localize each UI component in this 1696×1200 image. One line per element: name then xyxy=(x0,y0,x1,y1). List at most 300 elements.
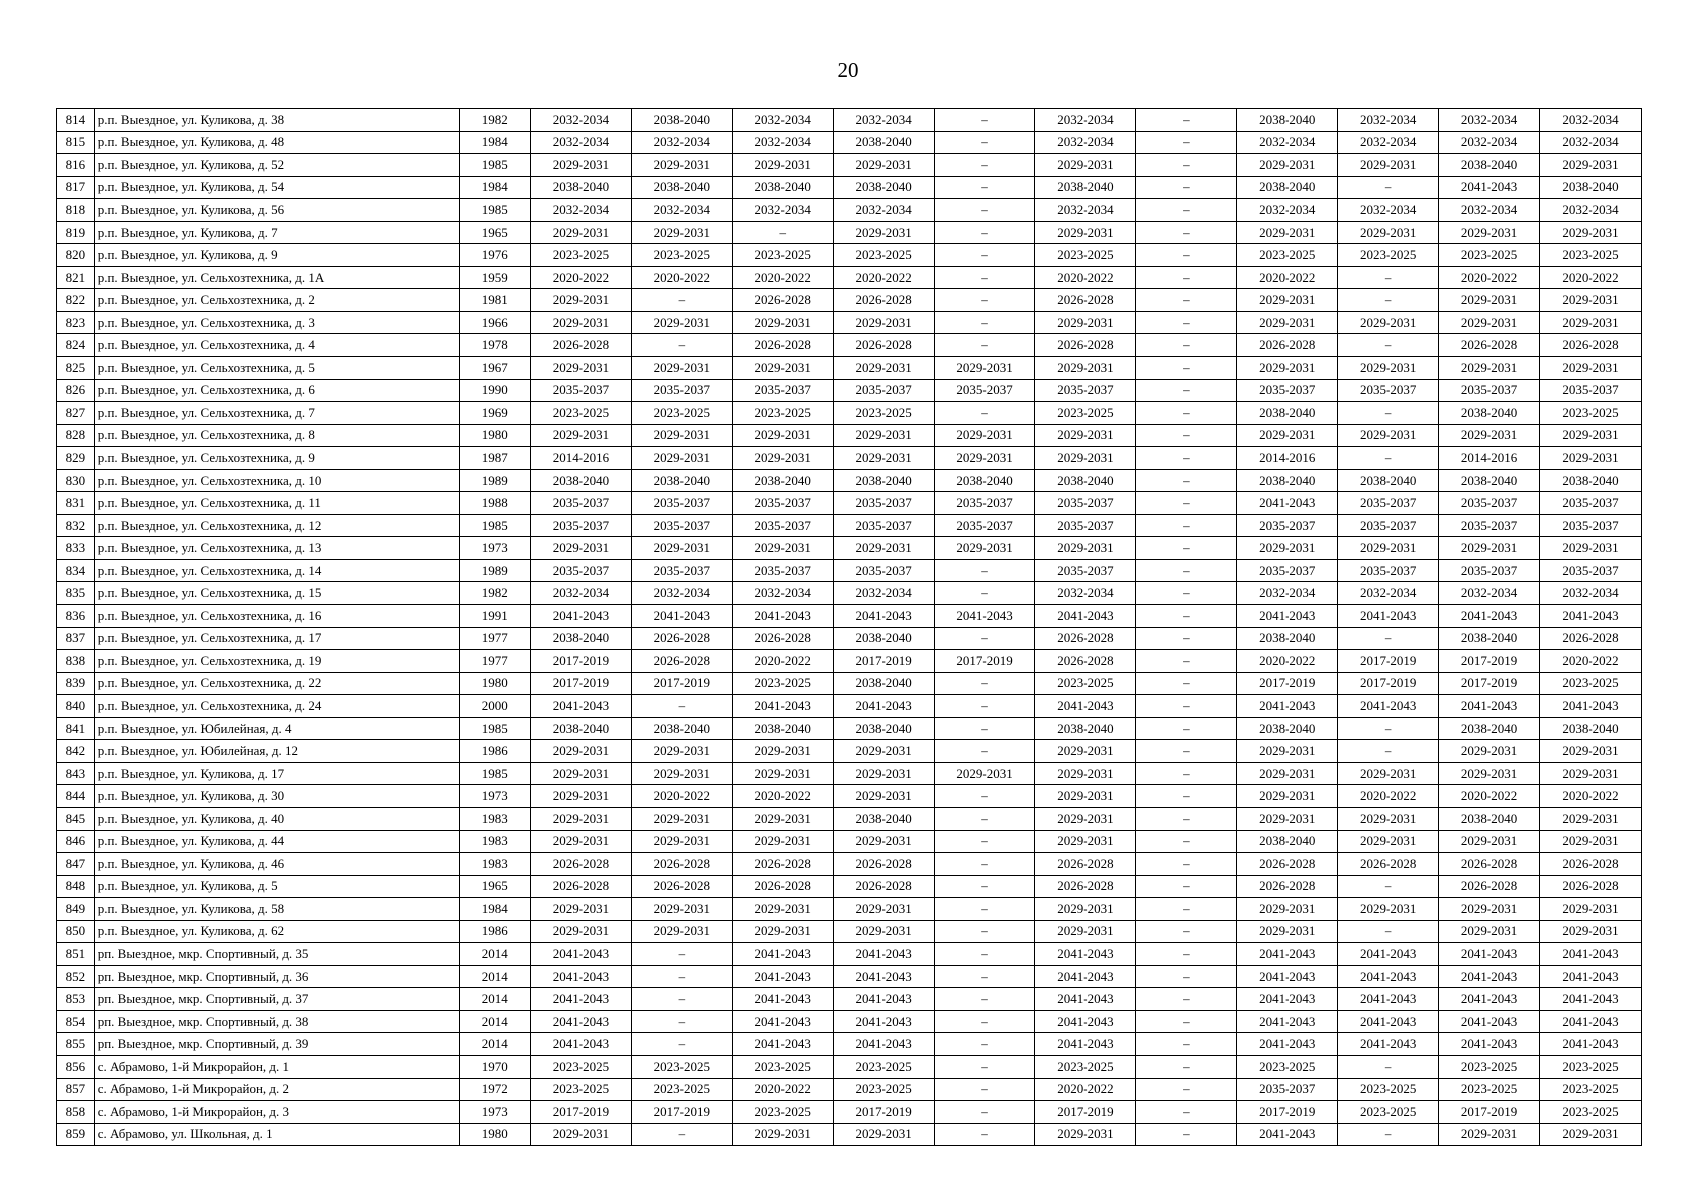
cell-period-col-11: 2023-2025 xyxy=(1540,1101,1642,1124)
cell-address: рп. Выездное, мкр. Спортивный, д. 35 xyxy=(94,943,459,966)
cell-address: р.п. Выездное, ул. Сельхозтехника, д. 22 xyxy=(94,672,459,695)
cell-period-col-8: 2017-2019 xyxy=(1237,672,1338,695)
cell-period-col-4: 2038-2040 xyxy=(833,131,934,154)
table-row xyxy=(57,920,1642,943)
cell-period-col-4: 2029-2031 xyxy=(833,311,934,334)
cell-period-col-4: 2029-2031 xyxy=(833,154,934,177)
cell-period-col-3: 2041-2043 xyxy=(732,605,833,628)
cell-period-col-1: 2035-2037 xyxy=(530,514,631,537)
cell-row-number: 841 xyxy=(57,717,95,740)
cell-address: р.п. Выездное, ул. Куликова, д. 54 xyxy=(94,176,459,199)
cell-period-col-6: 2035-2037 xyxy=(1035,492,1136,515)
cell-period-col-10: 2038-2040 xyxy=(1439,807,1540,830)
cell-period-col-11: 2029-2031 xyxy=(1540,357,1642,380)
cell-period-col-11: 2041-2043 xyxy=(1540,988,1642,1011)
cell-row-number: 826 xyxy=(57,379,95,402)
cell-build-year: 1984 xyxy=(459,131,530,154)
cell-period-col-7: – xyxy=(1136,221,1237,244)
cell-period-col-8: 2020-2022 xyxy=(1237,266,1338,289)
cell-period-col-9: 2017-2019 xyxy=(1338,650,1439,673)
cell-address: р.п. Выездное, ул. Сельхозтехника, д. 10 xyxy=(94,469,459,492)
cell-address: р.п. Выездное, ул. Сельхозтехника, д. 15 xyxy=(94,582,459,605)
cell-address: р.п. Выездное, ул. Куликова, д. 38 xyxy=(94,109,459,132)
cell-period-col-10: 2035-2037 xyxy=(1439,492,1540,515)
cell-period-col-10: 2029-2031 xyxy=(1439,221,1540,244)
cell-period-col-8: 2017-2019 xyxy=(1237,1101,1338,1124)
cell-period-col-2: 2038-2040 xyxy=(631,109,732,132)
cell-build-year: 1989 xyxy=(459,559,530,582)
cell-period-col-5: – xyxy=(934,199,1035,222)
cell-period-col-10: 2017-2019 xyxy=(1439,1101,1540,1124)
cell-row-number: 819 xyxy=(57,221,95,244)
cell-period-col-4: 2035-2037 xyxy=(833,514,934,537)
cell-period-col-2: – xyxy=(631,1010,732,1033)
cell-period-col-9: – xyxy=(1338,875,1439,898)
cell-build-year: 1991 xyxy=(459,605,530,628)
table-row xyxy=(57,402,1642,425)
cell-period-col-6: 2029-2031 xyxy=(1035,221,1136,244)
cell-row-number: 850 xyxy=(57,920,95,943)
cell-build-year: 2014 xyxy=(459,1033,530,1056)
cell-period-col-9: – xyxy=(1338,1055,1439,1078)
cell-period-col-8: 2041-2043 xyxy=(1237,695,1338,718)
cell-period-col-9: 2029-2031 xyxy=(1338,357,1439,380)
cell-period-col-7: – xyxy=(1136,199,1237,222)
cell-period-col-7: – xyxy=(1136,176,1237,199)
cell-period-col-4: 2038-2040 xyxy=(833,627,934,650)
cell-period-col-2: 2029-2031 xyxy=(631,424,732,447)
cell-period-col-11: 2029-2031 xyxy=(1540,537,1642,560)
cell-build-year: 1983 xyxy=(459,830,530,853)
cell-address: р.п. Выездное, ул. Куликова, д. 56 xyxy=(94,199,459,222)
cell-period-col-7: – xyxy=(1136,582,1237,605)
cell-period-col-3: 2029-2031 xyxy=(732,1123,833,1146)
cell-period-col-6: 2041-2043 xyxy=(1035,965,1136,988)
cell-period-col-6: 2035-2037 xyxy=(1035,514,1136,537)
cell-period-col-3: 2029-2031 xyxy=(732,424,833,447)
cell-period-col-11: 2041-2043 xyxy=(1540,605,1642,628)
cell-period-col-4: 2026-2028 xyxy=(833,875,934,898)
cell-period-col-7: – xyxy=(1136,514,1237,537)
cell-row-number: 831 xyxy=(57,492,95,515)
cell-period-col-10: 2038-2040 xyxy=(1439,154,1540,177)
cell-address: рп. Выездное, мкр. Спортивный, д. 37 xyxy=(94,988,459,1011)
cell-row-number: 849 xyxy=(57,898,95,921)
cell-period-col-5: – xyxy=(934,221,1035,244)
cell-period-col-2: – xyxy=(631,1123,732,1146)
cell-period-col-9: 2035-2037 xyxy=(1338,379,1439,402)
cell-period-col-11: 2029-2031 xyxy=(1540,830,1642,853)
cell-period-col-1: 2038-2040 xyxy=(530,717,631,740)
cell-row-number: 816 xyxy=(57,154,95,177)
cell-address: р.п. Выездное, ул. Сельхозтехника, д. 17 xyxy=(94,627,459,650)
cell-period-col-8: 2026-2028 xyxy=(1237,853,1338,876)
cell-period-col-9: 2029-2031 xyxy=(1338,311,1439,334)
cell-period-col-1: 2017-2019 xyxy=(530,672,631,695)
cell-period-col-1: 2029-2031 xyxy=(530,424,631,447)
cell-period-col-10: 2029-2031 xyxy=(1439,424,1540,447)
cell-address: р.п. Выездное, ул. Куликова, д. 7 xyxy=(94,221,459,244)
table-row xyxy=(57,807,1642,830)
cell-row-number: 854 xyxy=(57,1010,95,1033)
cell-period-col-8: 2041-2043 xyxy=(1237,492,1338,515)
cell-period-col-1: 2041-2043 xyxy=(530,965,631,988)
cell-period-col-4: 2029-2031 xyxy=(833,357,934,380)
cell-build-year: 1965 xyxy=(459,875,530,898)
cell-period-col-6: 2041-2043 xyxy=(1035,1033,1136,1056)
cell-period-col-2: 2029-2031 xyxy=(631,537,732,560)
cell-period-col-6: 2017-2019 xyxy=(1035,1101,1136,1124)
cell-period-col-11: 2029-2031 xyxy=(1540,740,1642,763)
cell-period-col-1: 2023-2025 xyxy=(530,1078,631,1101)
cell-period-col-9: 2032-2034 xyxy=(1338,199,1439,222)
cell-period-col-5: – xyxy=(934,289,1035,312)
cell-period-col-8: 2041-2043 xyxy=(1237,1033,1338,1056)
cell-period-col-10: 2020-2022 xyxy=(1439,785,1540,808)
cell-period-col-11: 2029-2031 xyxy=(1540,1123,1642,1146)
cell-row-number: 844 xyxy=(57,785,95,808)
cell-period-col-6: 2038-2040 xyxy=(1035,717,1136,740)
cell-period-col-2: – xyxy=(631,988,732,1011)
cell-period-col-1: 2023-2025 xyxy=(530,402,631,425)
cell-row-number: 856 xyxy=(57,1055,95,1078)
cell-period-col-1: 2038-2040 xyxy=(530,627,631,650)
cell-period-col-4: 2026-2028 xyxy=(833,289,934,312)
cell-address: р.п. Выездное, ул. Куликова, д. 17 xyxy=(94,762,459,785)
cell-period-col-3: – xyxy=(732,221,833,244)
cell-period-col-5: 2017-2019 xyxy=(934,650,1035,673)
cell-period-col-8: 2035-2037 xyxy=(1237,514,1338,537)
cell-period-col-10: 2041-2043 xyxy=(1439,695,1540,718)
cell-period-col-2: 2032-2034 xyxy=(631,131,732,154)
cell-row-number: 851 xyxy=(57,943,95,966)
cell-period-col-11: 2029-2031 xyxy=(1540,289,1642,312)
cell-period-col-4: 2041-2043 xyxy=(833,1033,934,1056)
cell-period-col-11: 2023-2025 xyxy=(1540,1078,1642,1101)
cell-period-col-6: 2029-2031 xyxy=(1035,537,1136,560)
cell-period-col-10: 2017-2019 xyxy=(1439,650,1540,673)
cell-period-col-9: 2032-2034 xyxy=(1338,582,1439,605)
cell-period-col-7: – xyxy=(1136,131,1237,154)
cell-build-year: 1989 xyxy=(459,469,530,492)
table-row xyxy=(57,672,1642,695)
cell-build-year: 1976 xyxy=(459,244,530,267)
cell-build-year: 1984 xyxy=(459,176,530,199)
table-row xyxy=(57,830,1642,853)
cell-address: р.п. Выездное, ул. Куликова, д. 9 xyxy=(94,244,459,267)
cell-period-col-9: – xyxy=(1338,266,1439,289)
cell-period-col-11: 2029-2031 xyxy=(1540,311,1642,334)
cell-period-col-7: – xyxy=(1136,357,1237,380)
cell-period-col-7: – xyxy=(1136,785,1237,808)
cell-period-col-11: 2032-2034 xyxy=(1540,199,1642,222)
cell-period-col-10: 2023-2025 xyxy=(1439,1078,1540,1101)
cell-period-col-1: 2029-2031 xyxy=(530,537,631,560)
cell-period-col-3: 2029-2031 xyxy=(732,920,833,943)
cell-period-col-1: 2029-2031 xyxy=(530,740,631,763)
cell-period-col-11: 2029-2031 xyxy=(1540,920,1642,943)
cell-row-number: 853 xyxy=(57,988,95,1011)
cell-period-col-7: – xyxy=(1136,1123,1237,1146)
cell-period-col-4: 2029-2031 xyxy=(833,447,934,470)
table-row xyxy=(57,244,1642,267)
cell-period-col-2: 2029-2031 xyxy=(631,807,732,830)
cell-period-col-8: 2041-2043 xyxy=(1237,1010,1338,1033)
cell-period-col-1: 2029-2031 xyxy=(530,898,631,921)
cell-period-col-7: – xyxy=(1136,537,1237,560)
cell-period-col-9: 2029-2031 xyxy=(1338,898,1439,921)
cell-address: р.п. Выездное, ул. Сельхозтехника, д. 1А xyxy=(94,266,459,289)
cell-period-col-4: 2023-2025 xyxy=(833,1055,934,1078)
cell-period-col-1: 2023-2025 xyxy=(530,244,631,267)
cell-period-col-7: – xyxy=(1136,154,1237,177)
cell-period-col-7: – xyxy=(1136,695,1237,718)
cell-period-col-6: 2035-2037 xyxy=(1035,559,1136,582)
cell-period-col-11: 2038-2040 xyxy=(1540,176,1642,199)
cell-period-col-6: 2029-2031 xyxy=(1035,740,1136,763)
cell-period-col-2: 2029-2031 xyxy=(631,740,732,763)
cell-period-col-5: – xyxy=(934,266,1035,289)
cell-period-col-5: 2029-2031 xyxy=(934,447,1035,470)
cell-period-col-8: 2029-2031 xyxy=(1237,154,1338,177)
cell-period-col-5: – xyxy=(934,176,1035,199)
cell-period-col-3: 2029-2031 xyxy=(732,807,833,830)
cell-period-col-5: – xyxy=(934,1123,1035,1146)
cell-period-col-1: 2029-2031 xyxy=(530,1123,631,1146)
cell-address: р.п. Выездное, ул. Сельхозтехника, д. 19 xyxy=(94,650,459,673)
cell-period-col-10: 2014-2016 xyxy=(1439,447,1540,470)
cell-build-year: 2014 xyxy=(459,988,530,1011)
table-row xyxy=(57,447,1642,470)
cell-period-col-4: 2029-2031 xyxy=(833,898,934,921)
cell-period-col-11: 2041-2043 xyxy=(1540,1010,1642,1033)
cell-period-col-10: 2041-2043 xyxy=(1439,965,1540,988)
cell-period-col-7: – xyxy=(1136,762,1237,785)
cell-build-year: 1985 xyxy=(459,154,530,177)
cell-period-col-11: 2029-2031 xyxy=(1540,898,1642,921)
table-row xyxy=(57,469,1642,492)
cell-period-col-8: 2032-2034 xyxy=(1237,131,1338,154)
cell-period-col-8: 2038-2040 xyxy=(1237,176,1338,199)
cell-period-col-3: 2026-2028 xyxy=(732,853,833,876)
cell-period-col-4: 2017-2019 xyxy=(833,1101,934,1124)
cell-build-year: 2014 xyxy=(459,965,530,988)
cell-period-col-3: 2020-2022 xyxy=(732,785,833,808)
cell-build-year: 1977 xyxy=(459,627,530,650)
cell-period-col-7: – xyxy=(1136,1101,1237,1124)
cell-period-col-6: 2029-2031 xyxy=(1035,447,1136,470)
cell-period-col-6: 2029-2031 xyxy=(1035,311,1136,334)
cell-period-col-3: 2023-2025 xyxy=(732,402,833,425)
cell-period-col-11: 2038-2040 xyxy=(1540,469,1642,492)
cell-build-year: 2014 xyxy=(459,1010,530,1033)
cell-period-col-1: 2029-2031 xyxy=(530,762,631,785)
cell-period-col-5: 2038-2040 xyxy=(934,469,1035,492)
cell-period-col-6: 2029-2031 xyxy=(1035,357,1136,380)
cell-build-year: 1985 xyxy=(459,762,530,785)
cell-build-year: 1985 xyxy=(459,199,530,222)
cell-period-col-1: 2020-2022 xyxy=(530,266,631,289)
cell-period-col-5: – xyxy=(934,1055,1035,1078)
cell-period-col-3: 2032-2034 xyxy=(732,131,833,154)
cell-address: р.п. Выездное, ул. Куликова, д. 48 xyxy=(94,131,459,154)
cell-period-col-3: 2029-2031 xyxy=(732,154,833,177)
cell-period-col-10: 2029-2031 xyxy=(1439,740,1540,763)
cell-period-col-2: 2017-2019 xyxy=(631,672,732,695)
cell-period-col-3: 2020-2022 xyxy=(732,650,833,673)
cell-period-col-4: 2029-2031 xyxy=(833,537,934,560)
table-row xyxy=(57,898,1642,921)
cell-period-col-3: 2029-2031 xyxy=(732,537,833,560)
cell-address: р.п. Выездное, ул. Куликова, д. 5 xyxy=(94,875,459,898)
cell-address: р.п. Выездное, ул. Куликова, д. 58 xyxy=(94,898,459,921)
cell-period-col-1: 2026-2028 xyxy=(530,334,631,357)
cell-period-col-5: – xyxy=(934,695,1035,718)
cell-period-col-2: 2023-2025 xyxy=(631,244,732,267)
cell-row-number: 828 xyxy=(57,424,95,447)
cell-period-col-4: 2041-2043 xyxy=(833,965,934,988)
cell-period-col-2: 2035-2037 xyxy=(631,559,732,582)
cell-period-col-7: – xyxy=(1136,875,1237,898)
cell-period-col-3: 2041-2043 xyxy=(732,943,833,966)
cell-period-col-7: – xyxy=(1136,920,1237,943)
cell-period-col-10: 2029-2031 xyxy=(1439,762,1540,785)
cell-period-col-11: 2023-2025 xyxy=(1540,1055,1642,1078)
cell-period-col-5: – xyxy=(934,1010,1035,1033)
cell-period-col-9: – xyxy=(1338,176,1439,199)
cell-build-year: 1970 xyxy=(459,1055,530,1078)
cell-build-year: 1967 xyxy=(459,357,530,380)
cell-period-col-11: 2020-2022 xyxy=(1540,785,1642,808)
cell-period-col-2: 2029-2031 xyxy=(631,357,732,380)
cell-build-year: 1972 xyxy=(459,1078,530,1101)
cell-period-col-2: 2038-2040 xyxy=(631,717,732,740)
cell-period-col-1: 2029-2031 xyxy=(530,289,631,312)
cell-period-col-10: 2029-2031 xyxy=(1439,537,1540,560)
cell-period-col-5: – xyxy=(934,334,1035,357)
cell-period-col-4: 2029-2031 xyxy=(833,785,934,808)
cell-row-number: 848 xyxy=(57,875,95,898)
table-row xyxy=(57,559,1642,582)
cell-period-col-1: 2038-2040 xyxy=(530,176,631,199)
cell-period-col-9: 2038-2040 xyxy=(1338,469,1439,492)
table-row xyxy=(57,1033,1642,1056)
cell-period-col-6: 2029-2031 xyxy=(1035,1123,1136,1146)
cell-build-year: 1981 xyxy=(459,289,530,312)
cell-period-col-2: 2026-2028 xyxy=(631,650,732,673)
cell-period-col-4: 2026-2028 xyxy=(833,853,934,876)
cell-period-col-11: 2029-2031 xyxy=(1540,221,1642,244)
cell-period-col-9: 2026-2028 xyxy=(1338,853,1439,876)
cell-period-col-5: – xyxy=(934,1033,1035,1056)
cell-period-col-6: 2020-2022 xyxy=(1035,266,1136,289)
cell-address: р.п. Выездное, ул. Сельхозтехника, д. 3 xyxy=(94,311,459,334)
cell-period-col-2: 2020-2022 xyxy=(631,266,732,289)
cell-period-col-11: 2035-2037 xyxy=(1540,559,1642,582)
table-row xyxy=(57,1078,1642,1101)
cell-period-col-8: 2026-2028 xyxy=(1237,875,1338,898)
cell-period-col-9: – xyxy=(1338,402,1439,425)
cell-period-col-5: – xyxy=(934,785,1035,808)
cell-address: р.п. Выездное, ул. Сельхозтехника, д. 2 xyxy=(94,289,459,312)
cell-address: р.п. Выездное, ул. Сельхозтехника, д. 9 xyxy=(94,447,459,470)
cell-period-col-7: – xyxy=(1136,853,1237,876)
cell-period-col-5: – xyxy=(934,717,1035,740)
cell-address: р.п. Выездное, ул. Сельхозтехника, д. 11 xyxy=(94,492,459,515)
cell-build-year: 1959 xyxy=(459,266,530,289)
cell-period-col-9: – xyxy=(1338,1123,1439,1146)
cell-period-col-5: – xyxy=(934,311,1035,334)
cell-build-year: 1986 xyxy=(459,740,530,763)
cell-period-col-1: 2041-2043 xyxy=(530,988,631,1011)
cell-row-number: 839 xyxy=(57,672,95,695)
cell-period-col-7: – xyxy=(1136,1010,1237,1033)
cell-period-col-7: – xyxy=(1136,807,1237,830)
table-row xyxy=(57,221,1642,244)
cell-period-col-8: 2029-2031 xyxy=(1237,537,1338,560)
cell-period-col-5: – xyxy=(934,627,1035,650)
table-row xyxy=(57,1101,1642,1124)
cell-period-col-6: 2029-2031 xyxy=(1035,154,1136,177)
cell-period-col-10: 2029-2031 xyxy=(1439,311,1540,334)
cell-row-number: 818 xyxy=(57,199,95,222)
cell-period-col-4: 2029-2031 xyxy=(833,424,934,447)
cell-period-col-6: 2038-2040 xyxy=(1035,176,1136,199)
cell-period-col-7: – xyxy=(1136,650,1237,673)
cell-address: р.п. Выездное, ул. Куликова, д. 44 xyxy=(94,830,459,853)
table-row xyxy=(57,650,1642,673)
cell-period-col-9: 2041-2043 xyxy=(1338,1033,1439,1056)
cell-period-col-3: 2038-2040 xyxy=(732,717,833,740)
cell-row-number: 840 xyxy=(57,695,95,718)
cell-period-col-6: 2032-2034 xyxy=(1035,582,1136,605)
cell-period-col-5: – xyxy=(934,920,1035,943)
cell-period-col-6: 2041-2043 xyxy=(1035,1010,1136,1033)
cell-period-col-4: 2029-2031 xyxy=(833,1123,934,1146)
cell-period-col-4: 2023-2025 xyxy=(833,1078,934,1101)
cell-period-col-4: 2029-2031 xyxy=(833,762,934,785)
cell-period-col-1: 2032-2034 xyxy=(530,582,631,605)
cell-period-col-7: – xyxy=(1136,289,1237,312)
cell-period-col-7: – xyxy=(1136,740,1237,763)
table-row xyxy=(57,492,1642,515)
cell-period-col-5: – xyxy=(934,1078,1035,1101)
cell-period-col-10: 2041-2043 xyxy=(1439,1033,1540,1056)
cell-period-col-8: 2041-2043 xyxy=(1237,1123,1338,1146)
cell-period-col-6: 2023-2025 xyxy=(1035,402,1136,425)
cell-period-col-2: 2020-2022 xyxy=(631,785,732,808)
table-row xyxy=(57,154,1642,177)
cell-period-col-1: 2029-2031 xyxy=(530,785,631,808)
cell-period-col-3: 2026-2028 xyxy=(732,875,833,898)
cell-period-col-5: – xyxy=(934,131,1035,154)
cell-period-col-8: 2038-2040 xyxy=(1237,109,1338,132)
cell-period-col-8: 2035-2037 xyxy=(1237,559,1338,582)
table-row xyxy=(57,537,1642,560)
cell-row-number: 847 xyxy=(57,853,95,876)
cell-period-col-8: 2029-2031 xyxy=(1237,920,1338,943)
cell-period-col-11: 2026-2028 xyxy=(1540,875,1642,898)
cell-period-col-3: 2026-2028 xyxy=(732,627,833,650)
cell-period-col-1: 2029-2031 xyxy=(530,920,631,943)
cell-period-col-2: 2041-2043 xyxy=(631,605,732,628)
cell-period-col-4: 2032-2034 xyxy=(833,109,934,132)
cell-period-col-11: 2035-2037 xyxy=(1540,492,1642,515)
cell-period-col-3: 2029-2031 xyxy=(732,762,833,785)
cell-period-col-6: 2038-2040 xyxy=(1035,469,1136,492)
cell-period-col-2: 2029-2031 xyxy=(631,920,732,943)
cell-period-col-2: 2023-2025 xyxy=(631,402,732,425)
